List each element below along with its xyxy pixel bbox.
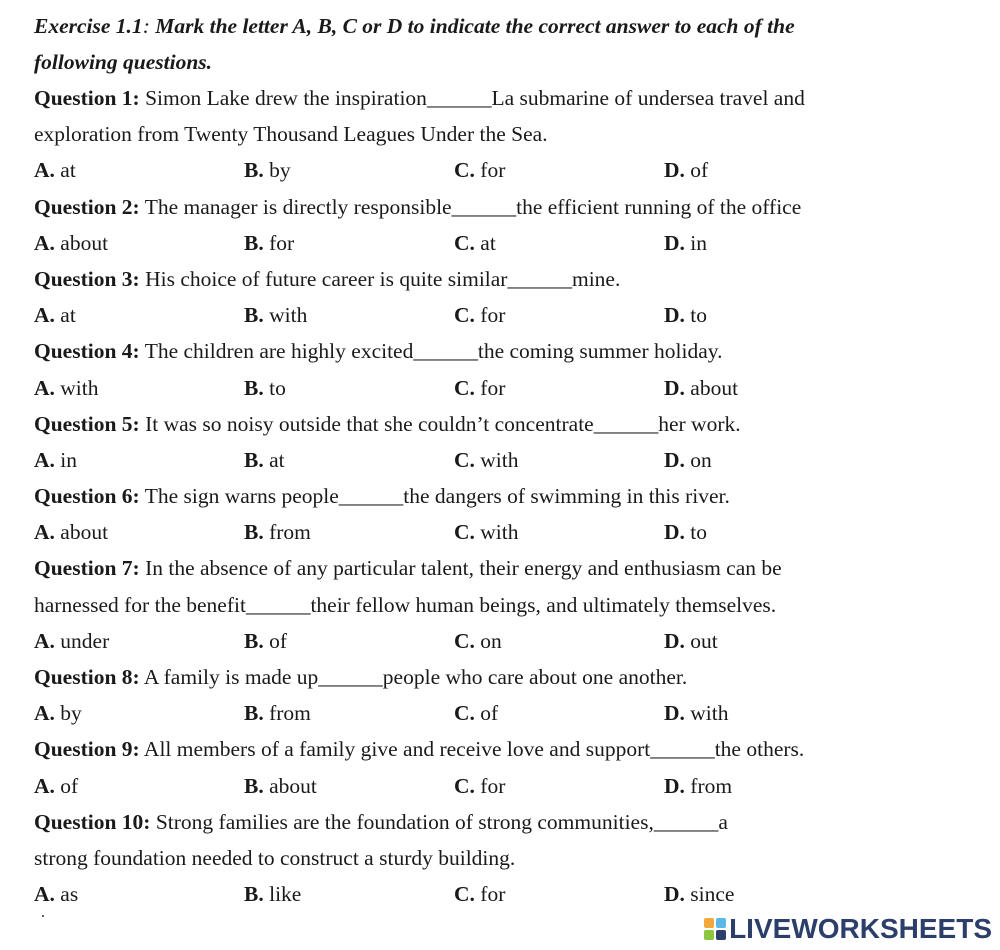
- option-d[interactable]: [664, 442, 712, 478]
- option-letter: C.: [454, 303, 475, 328]
- option-text: in: [690, 230, 708, 255]
- question-label: Question 6:: [34, 484, 140, 509]
- question-label: Question 8:: [34, 665, 140, 689]
- option-letter: C.: [454, 628, 475, 653]
- question-8-line-1: [34, 659, 984, 695]
- option-b[interactable]: [244, 297, 307, 333]
- question-label: Question 5:: [34, 411, 140, 436]
- option-letter: C.: [454, 230, 475, 255]
- option-a[interactable]: [34, 876, 78, 912]
- question-text: people who care about one another.: [382, 665, 688, 689]
- option-letter: D.: [664, 447, 685, 472]
- option-a[interactable]: [34, 297, 76, 333]
- question-text: The manager is directly responsible: [144, 194, 452, 219]
- option-text: about: [60, 230, 109, 255]
- option-a[interactable]: [34, 768, 78, 804]
- question-5-options: [34, 442, 984, 478]
- option-letter: B.: [244, 303, 264, 328]
- question-label: Question 4:: [34, 339, 140, 364]
- option-d[interactable]: [664, 876, 734, 912]
- option-c[interactable]: [454, 695, 498, 731]
- question-7-line-1: [34, 550, 984, 586]
- option-letter: D.: [664, 375, 685, 400]
- answer-blank[interactable]: ______: [426, 86, 492, 110]
- option-letter: A.: [34, 158, 55, 183]
- question-6-line-1: [34, 478, 984, 514]
- option-d[interactable]: [664, 695, 729, 731]
- option-text: for: [480, 158, 506, 183]
- option-letter: C.: [454, 375, 475, 400]
- option-text: with: [60, 375, 99, 400]
- option-letter: C.: [454, 701, 475, 726]
- question-10-line-2: [34, 840, 984, 876]
- option-d[interactable]: [664, 623, 718, 659]
- option-text: for: [480, 773, 506, 798]
- option-text: from: [269, 520, 311, 545]
- question-text: her work.: [658, 411, 741, 436]
- question-text: A family is made up: [143, 665, 319, 689]
- option-text: like: [269, 882, 302, 907]
- question-text: Strong families are the foundation of strong communities,: [155, 809, 654, 834]
- option-b[interactable]: [244, 442, 285, 478]
- option-b[interactable]: [244, 152, 291, 188]
- option-a[interactable]: [34, 225, 108, 261]
- option-letter: D.: [664, 158, 685, 183]
- question-text: His choice of future career is quite similar: [145, 266, 508, 291]
- instruction-line-2: following questions.: [34, 50, 213, 74]
- question-text: the dangers of swimming in this river.: [403, 484, 730, 509]
- option-d[interactable]: [664, 768, 732, 804]
- watermark-text: LIVEWORKSHEETS: [729, 913, 992, 944]
- question-text: In the absence of any particular talent, their energy and enthusiasm can be: [145, 556, 782, 581]
- answer-blank[interactable]: ______: [507, 266, 572, 291]
- option-b[interactable]: [244, 514, 311, 550]
- question-2-options: [34, 225, 984, 261]
- exercise-heading: Exercise 1.1: [34, 14, 143, 38]
- question-text: All members of a family give and receive love and support: [143, 737, 651, 762]
- option-letter: C.: [454, 520, 475, 545]
- option-a[interactable]: [34, 514, 108, 550]
- option-text: of: [480, 701, 499, 726]
- liveworksheets-logo-icon: [704, 918, 726, 940]
- answer-blank[interactable]: ______: [650, 737, 715, 762]
- option-text: with: [480, 447, 519, 472]
- option-a[interactable]: [34, 695, 82, 731]
- option-d[interactable]: [664, 370, 738, 406]
- question-label: Question 10:: [34, 809, 151, 834]
- option-b[interactable]: [244, 876, 301, 912]
- question-text: the coming summer holiday.: [477, 339, 723, 364]
- option-letter: B.: [244, 158, 264, 183]
- option-letter: A.: [34, 520, 55, 545]
- question-6-options: [34, 514, 984, 550]
- option-letter: C.: [454, 882, 475, 907]
- question-text: the others.: [714, 737, 805, 762]
- option-text: with: [269, 303, 308, 328]
- option-text: of: [60, 773, 79, 798]
- option-text: about: [269, 773, 317, 798]
- option-d[interactable]: [664, 152, 708, 188]
- option-letter: A.: [34, 375, 55, 400]
- question-3-line-1: [34, 261, 984, 297]
- option-letter: B.: [244, 882, 264, 907]
- question-5-line-1: [34, 406, 984, 442]
- stray-mark: [42, 915, 44, 917]
- option-text: at: [60, 158, 76, 183]
- option-letter: A.: [34, 303, 55, 328]
- question-text: harnessed for the benefit: [34, 592, 246, 617]
- option-text: of: [269, 628, 288, 653]
- option-text: at: [60, 303, 76, 328]
- option-text: on: [690, 447, 712, 472]
- answer-blank[interactable]: ______: [245, 592, 311, 617]
- option-b[interactable]: [244, 768, 317, 804]
- option-letter: D.: [664, 628, 685, 653]
- question-8-options: [34, 695, 984, 731]
- option-c[interactable]: [454, 876, 505, 912]
- question-text: their fellow human beings, and ultimately themselves.: [310, 592, 777, 617]
- answer-blank[interactable]: ______: [653, 809, 719, 834]
- option-b[interactable]: [244, 695, 311, 731]
- option-letter: D.: [664, 230, 685, 255]
- question-4-line-1: [34, 333, 984, 369]
- question-10-line-1: [34, 804, 984, 840]
- option-c[interactable]: [454, 297, 505, 333]
- option-letter: A.: [34, 230, 55, 255]
- question-1-line-1: [34, 80, 984, 116]
- option-b[interactable]: [244, 225, 294, 261]
- answer-blank[interactable]: ______: [318, 665, 383, 689]
- option-letter: A.: [34, 882, 55, 907]
- option-a[interactable]: [34, 623, 109, 659]
- question-label: Question 1:: [34, 86, 140, 110]
- option-letter: A.: [34, 773, 55, 798]
- question-text: It was so noisy outside that she couldn’t concentrate: [145, 411, 594, 436]
- option-text: since: [690, 882, 735, 907]
- option-c[interactable]: [454, 768, 505, 804]
- question-1-options: [34, 152, 984, 188]
- option-letter: B.: [244, 773, 264, 798]
- option-letter: C.: [454, 773, 475, 798]
- question-text: Simon Lake drew the inspiration: [145, 86, 427, 110]
- option-letter: D.: [664, 303, 685, 328]
- option-text: by: [60, 701, 82, 726]
- question-text: La submarine of undersea travel and: [491, 86, 805, 110]
- option-text: in: [60, 447, 78, 472]
- option-letter: B.: [244, 628, 264, 653]
- option-c[interactable]: [454, 370, 505, 406]
- question-text: strong foundation needed to construct a sturdy building.: [34, 845, 516, 870]
- option-text: on: [480, 628, 502, 653]
- question-2-line-1: [34, 189, 984, 225]
- option-letter: B.: [244, 520, 264, 545]
- option-d[interactable]: [664, 225, 707, 261]
- option-c[interactable]: [454, 514, 519, 550]
- option-letter: B.: [244, 447, 264, 472]
- worksheet: [34, 8, 984, 912]
- option-c[interactable]: [454, 442, 519, 478]
- question-list: [34, 80, 984, 912]
- option-c[interactable]: [454, 623, 502, 659]
- option-d[interactable]: [664, 297, 707, 333]
- option-c[interactable]: [454, 152, 505, 188]
- exercise-instruction: [34, 8, 984, 80]
- option-text: at: [480, 230, 496, 255]
- option-a[interactable]: [34, 442, 77, 478]
- question-text: a: [718, 809, 728, 834]
- question-10-options: [34, 876, 984, 912]
- option-letter: D.: [664, 773, 685, 798]
- option-text: for: [480, 882, 506, 907]
- answer-blank[interactable]: ______: [451, 194, 517, 219]
- option-text: from: [269, 701, 311, 726]
- option-letter: D.: [664, 882, 685, 907]
- option-text: for: [480, 375, 506, 400]
- option-letter: B.: [244, 230, 264, 255]
- option-letter: A.: [34, 447, 55, 472]
- question-4-options: [34, 370, 984, 406]
- option-b[interactable]: [244, 370, 286, 406]
- option-text: at: [269, 447, 285, 472]
- option-text: with: [690, 701, 729, 726]
- option-text: to: [690, 303, 708, 328]
- option-text: about: [60, 520, 109, 545]
- option-text: to: [690, 520, 708, 545]
- option-letter: B.: [244, 701, 264, 726]
- question-text: exploration from Twenty Thousand Leagues Under the Sea.: [34, 122, 548, 147]
- option-text: from: [690, 773, 733, 798]
- question-text: the efficient running of the office: [516, 194, 802, 219]
- question-7-options: [34, 623, 984, 659]
- question-7-line-2: [34, 587, 984, 623]
- option-c[interactable]: [454, 225, 496, 261]
- question-3-options: [34, 297, 984, 333]
- instruction-line-1: Mark the letter A, B, C or D to indicate the correct answer to each of the: [149, 14, 795, 38]
- question-label: Question 7:: [34, 556, 140, 581]
- option-text: for: [480, 303, 506, 328]
- question-text: The children are highly excited: [144, 339, 414, 364]
- question-label: Question 3:: [34, 266, 140, 291]
- question-9-line-1: [34, 731, 984, 767]
- heading-separator: :: [142, 14, 150, 38]
- question-9-options: [34, 768, 984, 804]
- option-letter: C.: [454, 447, 475, 472]
- option-letter: B.: [244, 375, 264, 400]
- answer-blank[interactable]: ______: [593, 411, 659, 436]
- liveworksheets-watermark: [704, 912, 992, 946]
- option-text: with: [480, 520, 519, 545]
- option-letter: A.: [34, 628, 55, 653]
- option-a[interactable]: [34, 370, 99, 406]
- option-text: about: [690, 375, 739, 400]
- question-text: The sign warns people: [144, 484, 339, 509]
- option-letter: D.: [664, 520, 685, 545]
- question-1-line-2: [34, 116, 984, 152]
- option-text: as: [60, 882, 79, 907]
- option-text: to: [269, 375, 286, 400]
- question-label: Question 9:: [34, 737, 140, 762]
- question-label: Question 2:: [34, 194, 140, 219]
- option-letter: D.: [664, 701, 685, 726]
- question-text: mine.: [571, 266, 621, 291]
- option-text: under: [60, 628, 110, 653]
- option-d[interactable]: [664, 514, 707, 550]
- option-letter: A.: [34, 701, 55, 726]
- option-a[interactable]: [34, 152, 76, 188]
- option-text: out: [690, 628, 718, 653]
- answer-blank[interactable]: ______: [338, 484, 404, 509]
- option-text: for: [269, 230, 295, 255]
- option-text: of: [690, 158, 709, 183]
- option-text: by: [269, 158, 291, 183]
- option-letter: C.: [454, 158, 475, 183]
- option-b[interactable]: [244, 623, 287, 659]
- answer-blank[interactable]: ______: [413, 339, 478, 364]
